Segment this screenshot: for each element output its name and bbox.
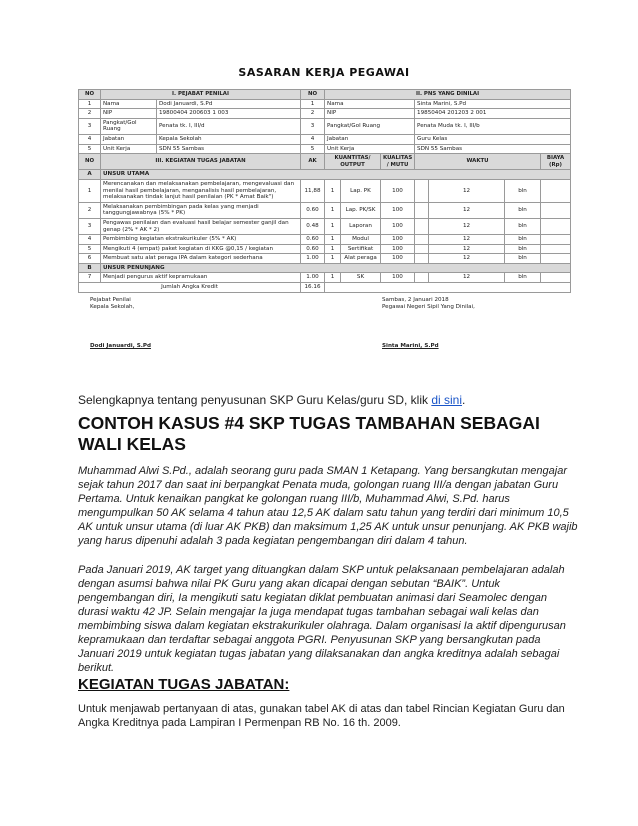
field-label-2: Nama: [325, 99, 415, 109]
time-value: 12: [429, 235, 505, 245]
quantity: 1: [325, 202, 341, 218]
quantity: 1: [325, 179, 341, 202]
kegiatan-desc: Pembimbing kegiatan ekstrakurikuler (5% * AK): [101, 235, 301, 245]
quantity: 1: [325, 235, 341, 245]
time-unit: bln: [505, 218, 541, 234]
more-info-text: Selengkapnya tentang penyusunan SKP Guru Kelas/guru SD, klik: [78, 393, 432, 407]
field-label: NIP: [101, 109, 157, 119]
row-number: 3: [79, 118, 101, 134]
output-unit: Alat peraga: [341, 254, 381, 264]
field-label: Pangkat/Gol Ruang: [101, 118, 157, 134]
kegiatan-row: [79, 218, 571, 234]
kegiatan-desc: Menjadi pengurus aktif kepramukaan: [101, 273, 301, 283]
kegiatan-row: [79, 179, 571, 202]
kegiatan-desc: Pengawas penilaian dan evaluasi hasil belajar semester ganjil dan genap (2% * AK * 2): [101, 218, 301, 234]
field-value: Kepala Sekolah: [157, 134, 301, 144]
field-value: Dodi Januardi, S.Pd: [157, 99, 301, 109]
cost: [541, 202, 571, 218]
field-label: Nama: [101, 99, 157, 109]
section-row: [79, 170, 571, 180]
col-kegiatan: III. KEGIATAN TUGAS JABATAN: [101, 154, 301, 170]
paragraph-3: Untuk menjawab pertanyaan di atas, gunakan tabel AK di atas dan tabel Rincian Kegiatan Guru dan Angka Kreditnya pada Lampiran I Permenpan RB No. 16 th. 2009.: [78, 703, 565, 729]
quantity: 1: [325, 218, 341, 234]
paragraph-2: Pada Januari 2019, AK target yang dituangkan dalam SKP untuk pelaksanaan pembelajaran adalah dengan asumsi bahwa nilai PK Guru yang akan dicapai dengan sebutan “BAIK”. Untuk pengembangan diri, Ia mengikuti satu kegiatan diklat pembuatan animasi dari Seamolec dengan durasi waktu 42 JP. Selain mengajar Ia juga mendapat tugas tambahan sebagai wali kelas dan membimbing siswa dalam kegiatan ekstrakurikuler olahraga. Dalam organisasi Ia aktif dipengurusan kepramukaan dan terdaftar sebagai anggota PGRI. Penyusunan SKP yang bersangkutan pada Januari 2019 untuk kegiatan tugas jabatan yang dilaksanakan dan angka kreditnya adalah sebagai berikut.: [78, 564, 566, 674]
row-number: 3: [79, 218, 101, 234]
section-code: A: [79, 170, 101, 180]
row-number: 2: [79, 109, 101, 119]
ak-value: 0.60: [301, 235, 325, 245]
kegiatan-header-row: [79, 154, 571, 170]
kegiatan-row: [79, 244, 571, 254]
total-blank: [325, 283, 571, 293]
spacer-cell: [415, 273, 429, 283]
time-unit: bln: [505, 179, 541, 202]
field-value: SDN 55 Sambas: [157, 144, 301, 154]
quality: 100: [381, 244, 415, 254]
kegiatan-row: [79, 254, 571, 264]
time-value: 12: [429, 202, 505, 218]
quality: 100: [381, 273, 415, 283]
field-value: Penata tk. I, III/d: [157, 118, 301, 134]
col-waktu: WAKTU: [415, 154, 541, 170]
row-number: 5: [79, 244, 101, 254]
cost: [541, 244, 571, 254]
kegiatan-row: [79, 202, 571, 218]
kegiatan-desc: Melaksanakan pembimbingan pada kelas yang menjadi tanggungjawabnya (5% * PK): [101, 202, 301, 218]
pejabat-header-row: [79, 90, 571, 100]
total-value: 16.16: [301, 283, 325, 293]
row-number-2: 1: [301, 99, 325, 109]
identity-row: [79, 99, 571, 109]
time-unit: bln: [505, 244, 541, 254]
field-label: Jabatan: [101, 134, 157, 144]
time-value: 12: [429, 273, 505, 283]
row-number: 6: [79, 254, 101, 264]
left-signer-position: Kepala Sekolah,: [90, 303, 135, 310]
spacer-cell: [415, 244, 429, 254]
skp-form-image: [78, 66, 570, 396]
ak-value: 11,88: [301, 179, 325, 202]
sign-place-date: Sambas, 2 Januari 2018: [382, 296, 449, 303]
ak-value: 0.60: [301, 202, 325, 218]
row-number-2: 2: [301, 109, 325, 119]
section-code: B: [79, 263, 101, 273]
quality: 100: [381, 254, 415, 264]
cost: [541, 179, 571, 202]
field-value-2: Sinta Marini, S.Pd: [415, 99, 571, 109]
quality: 100: [381, 202, 415, 218]
output-unit: Laporan: [341, 218, 381, 234]
more-info-suffix: .: [462, 393, 466, 407]
time-unit: bln: [505, 254, 541, 264]
ak-value: 0.60: [301, 244, 325, 254]
spacer-cell: [415, 218, 429, 234]
kegiatan-desc: Merencanakan dan melaksanakan pembelajaran, mengevaluasi dan menilai hasil pembelajaran, menganalisis hasil pembelajaran, melaksanakan tindak lanjut hasil penilaian (PK * Amat Baik"): [101, 179, 301, 202]
col-kuantitas: KUANTITAS/ OUTPUT: [325, 154, 381, 170]
cost: [541, 273, 571, 283]
paragraph-1: Muhammad Alwi S.Pd., adalah seorang guru pada SMAN 1 Ketapang. Yang bersangkutan mengajar sejak tahun 2017 dan saat ini berpangkat Penata muda, golongan ruang III/a dengan jabatan Guru Pertama. Untuk kenaikan pangkat ke golongan ruang III/b, Muhammad Alwi, S.Pd. harus mengumpulkan 50 AK selama 4 tahun atau 12,5 AK dalam satu tahun yang terdiri dari minimum 10,5 AK untuk unsur utama (di luar AK PKB) dan maksimum 1,25 AK untuk unsur penunjang. AK PKB wajib yang harus dipenuhi adalah 3 pada kegiatan pengembangan diri dalam 4 tahun.: [78, 465, 578, 547]
quality: 100: [381, 179, 415, 202]
signature-block: [78, 297, 570, 351]
row-number-2: 4: [301, 134, 325, 144]
field-label: Unit Kerja: [101, 144, 157, 154]
ak-value: 0.48: [301, 218, 325, 234]
spacer-cell: [415, 254, 429, 264]
case-title: CONTOH KASUS #4 SKP TUGAS TAMBAHAN SEBAGAI WALI KELAS: [78, 413, 540, 454]
row-number-2: 3: [301, 118, 325, 134]
identity-row: [79, 144, 571, 154]
output-unit: Lap. PK/SK: [341, 202, 381, 218]
row-number: 1: [79, 179, 101, 202]
quality: 100: [381, 218, 415, 234]
quantity: 1: [325, 273, 341, 283]
left-signer-name: Dodi Januardi, S.Pd: [90, 342, 151, 349]
cost: [541, 254, 571, 264]
field-label-2: NIP: [325, 109, 415, 119]
output-unit: Lap. PK: [341, 179, 381, 202]
field-label-2: Unit Kerja: [325, 144, 415, 154]
col-ak: AK: [301, 154, 325, 170]
time-value: 12: [429, 254, 505, 264]
field-value: 19800404 200603 1 003: [157, 109, 301, 119]
field-label-2: Jabatan: [325, 134, 415, 144]
col-biaya: BIAYA (Rp): [541, 154, 571, 170]
identity-row: [79, 109, 571, 119]
cost: [541, 235, 571, 245]
col-kualitas: KUALITAS / MUTU: [381, 154, 415, 170]
identity-row: [79, 118, 571, 134]
right-signer-role: Pegawai Negeri Sipil Yang Dinilai,: [382, 303, 475, 310]
kegiatan-title: KEGIATAN TUGAS JABATAN:: [78, 676, 290, 693]
spacer-cell: [415, 202, 429, 218]
form-title: SASARAN KERJA PEGAWAI: [238, 66, 410, 79]
row-number: 7: [79, 273, 101, 283]
field-label-2: Pangkat/Gol Ruang: [325, 118, 415, 134]
field-value-2: SDN 55 Sambas: [415, 144, 571, 154]
kegiatan-desc: Mengikuti 4 (empat) paket kegiatan di KKG @0,15 / kegiatan: [101, 244, 301, 254]
row-number: 4: [79, 235, 101, 245]
quantity: 1: [325, 254, 341, 264]
col-pns-dinilai: II. PNS YANG DINILAI: [325, 90, 571, 100]
field-value-2: Guru Kelas: [415, 134, 571, 144]
cost: [541, 218, 571, 234]
kegiatan-row: [79, 235, 571, 245]
section-label: UNSUR PENUNJANG: [101, 263, 571, 273]
quantity: 1: [325, 244, 341, 254]
more-info-line: [78, 393, 465, 407]
time-unit: bln: [505, 235, 541, 245]
row-number-2: 5: [301, 144, 325, 154]
left-signer-role: Pejabat Penilai: [90, 296, 131, 303]
row-number: 1: [79, 99, 101, 109]
col-pejabat-penilai: I. PEJABAT PENILAI: [101, 90, 301, 100]
col-no: NO: [79, 154, 101, 170]
more-info-link[interactable]: di sini: [431, 393, 463, 407]
skp-table: [78, 89, 571, 293]
time-unit: bln: [505, 202, 541, 218]
total-row: [79, 283, 571, 293]
output-unit: SK: [341, 273, 381, 283]
kegiatan-row: [79, 273, 571, 283]
time-value: 12: [429, 179, 505, 202]
row-number: 4: [79, 134, 101, 144]
output-unit: Sertifikat: [341, 244, 381, 254]
right-signer-name: Sinta Marini, S.Pd: [382, 342, 439, 349]
field-value-2: Penata Muda tk. I, III/b: [415, 118, 571, 134]
spacer-cell: [415, 179, 429, 202]
identity-row: [79, 134, 571, 144]
row-number: 5: [79, 144, 101, 154]
row-number: 2: [79, 202, 101, 218]
ak-value: 1.00: [301, 254, 325, 264]
kegiatan-desc: Membuat satu alat peraga IPA dalam kategori sederhana: [101, 254, 301, 264]
output-unit: Modul: [341, 235, 381, 245]
total-label: Jumlah Angka Kredit: [79, 283, 301, 293]
field-value-2: 19850404 201203 2 001: [415, 109, 571, 119]
col-no: NO: [79, 90, 101, 100]
time-unit: bln: [505, 273, 541, 283]
section-row: [79, 263, 571, 273]
spacer-cell: [415, 235, 429, 245]
quality: 100: [381, 235, 415, 245]
time-value: 12: [429, 244, 505, 254]
time-value: 12: [429, 218, 505, 234]
section-label: UNSUR UTAMA: [101, 170, 571, 180]
ak-value: 1.00: [301, 273, 325, 283]
col-no-2: NO: [301, 90, 325, 100]
